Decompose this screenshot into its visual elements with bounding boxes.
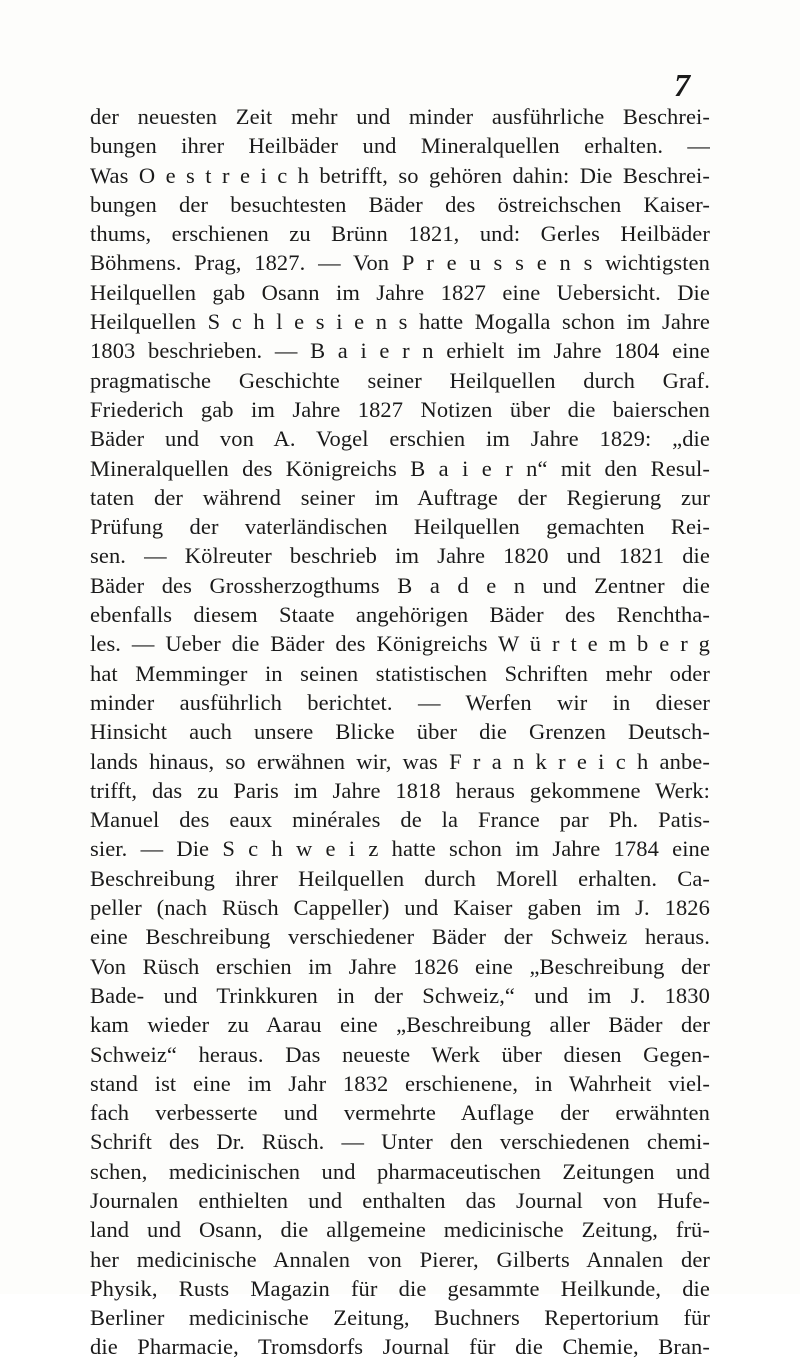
text-line: Von Rüsch erschien im Jahre 1826 eine „Beschreibung der bbox=[90, 953, 710, 979]
text-line: eine Beschreibung verschiedener Bäder der Schweiz heraus. bbox=[90, 924, 710, 950]
body-text bbox=[90, 102, 710, 1362]
text-line: Bade- und Trinkkuren in der Schweiz,“ und im J. 1830 bbox=[90, 982, 710, 1008]
text-line: Physik, Rusts Magazin für die gesammte Heilkunde, die bbox=[90, 1275, 710, 1301]
text-line: Beschreibung ihrer Heilquellen durch Morell erhalten. Ca- bbox=[90, 865, 710, 891]
text-line: Heilquellen gab Osann im Jahre 1827 eine Uebersicht. Die bbox=[90, 279, 710, 305]
text-line: Berliner medicinische Zeitung, Buchners Repertorium für bbox=[90, 1305, 710, 1331]
text-line: Friederich gab im Jahre 1827 Notizen über die baierschen bbox=[90, 396, 710, 422]
text-line: trifft, das zu Paris im Jahre 1818 heraus gekommene Werk: bbox=[90, 777, 710, 803]
text-line: Heilquellen S c h l e s i e n s hatte Mogalla schon im Jahre bbox=[90, 309, 710, 335]
text-line: ebenfalls diesem Staate angehörigen Bäder des Renchtha- bbox=[90, 602, 710, 628]
text-line: bungen der besuchtesten Bäder des östreichschen Kaiser- bbox=[90, 191, 710, 217]
text-line: peller (nach Rüsch Cappeller) und Kaiser gaben im J. 1826 bbox=[90, 895, 710, 921]
text-line: bungen ihrer Heilbäder und Mineralquellen erhalten. — bbox=[90, 133, 710, 159]
text-line: taten der während seiner im Auftrage der Regierung zur bbox=[90, 484, 710, 510]
text-line: minder ausführlich berichtet. — Werfen wir in dieser bbox=[90, 689, 710, 715]
text-line: der neuesten Zeit mehr und minder ausführliche Beschrei- bbox=[90, 104, 710, 129]
text-line: die Pharmacie, Tromsdorfs Journal für die Chemie, Bran- bbox=[90, 1334, 710, 1360]
text-line: Hinsicht auch unsere Blicke über die Grenzen Deutsch- bbox=[90, 719, 710, 745]
text-line: hat Memminger in seinen statistischen Schriften mehr oder bbox=[90, 660, 710, 686]
text-line: Bäder und von A. Vogel erschien im Jahre 1829: „die bbox=[90, 426, 710, 452]
text-line: Prüfung der vaterländischen Heilquellen gemachten Rei- bbox=[90, 514, 710, 540]
text-line: fach verbesserte und vermehrte Auflage der erwähnten bbox=[90, 1100, 710, 1126]
text-line: pragmatische Geschichte seiner Heilquellen durch Graf. bbox=[90, 367, 710, 393]
text-line: Journalen enthielten und enthalten das Journal von Hufe- bbox=[90, 1187, 710, 1213]
text-line: lands hinaus, so erwähnen wir, was F r a n k r e i c h anbe- bbox=[90, 748, 710, 774]
page-number: 7 bbox=[674, 67, 690, 103]
text-line: Schweiz“ heraus. Das neueste Werk über diesen Gegen- bbox=[90, 1041, 710, 1067]
text-line: schen, medicinischen und pharmaceutischen Zeitungen und bbox=[90, 1158, 710, 1184]
text-line: Böhmens. Prag, 1827. — Von P r e u s s e n s wichtigsten bbox=[90, 250, 710, 276]
text-line: thums, erschienen zu Brünn 1821, und: Gerles Heilbäder bbox=[90, 221, 710, 247]
text-line: Mineralquellen des Königreichs B a i e r n“ mit den Resul- bbox=[90, 455, 710, 481]
text-line: 1803 beschrieben. — B a i e r n erhielt im Jahre 1804 eine bbox=[90, 338, 710, 364]
text-line: Schrift des Dr. Rüsch. — Unter den verschiedenen chemi- bbox=[90, 1129, 710, 1155]
text-line: sier. — Die S c h w e i z hatte schon im Jahre 1784 eine bbox=[90, 836, 710, 862]
text-line: Bäder des Grossherzogthums B a d e n und Zentner die bbox=[90, 572, 710, 598]
text-line: sen. — Kölreuter beschrieb im Jahre 1820 und 1821 die bbox=[90, 543, 710, 569]
text-line: Was O e s t r e i c h betrifft, so gehören dahin: Die Beschrei- bbox=[90, 162, 710, 188]
text-line: kam wieder zu Aarau eine „Beschreibung aller Bäder der bbox=[90, 1012, 710, 1038]
text-line: Manuel des eaux minérales de la France par Ph. Patis- bbox=[90, 807, 710, 833]
text-line: land und Osann, die allgemeine medicinische Zeitung, frü- bbox=[90, 1217, 710, 1243]
text-line: les. — Ueber die Bäder des Königreichs W ü r t e m b e r g bbox=[90, 631, 710, 657]
text-line: stand ist eine im Jahr 1832 erschienene, in Wahrheit viel- bbox=[90, 1070, 710, 1096]
text-line: her medicinische Annalen von Pierer, Gilberts Annalen der bbox=[90, 1246, 710, 1272]
